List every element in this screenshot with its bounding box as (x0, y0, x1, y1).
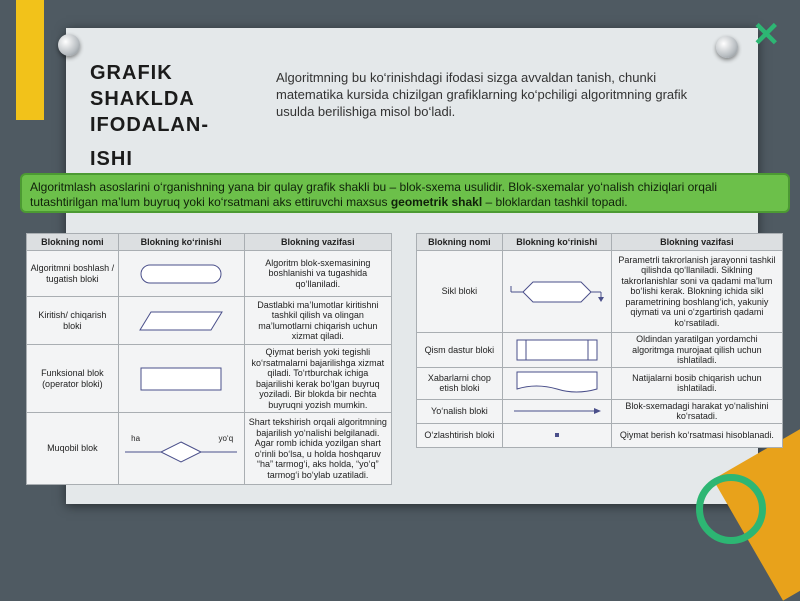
title-line: SHAKLDA (90, 88, 195, 110)
header-purpose: Blokning vazifasi (611, 234, 782, 251)
title-line: ISHI (90, 148, 133, 170)
block-name: Sikl bloki (417, 251, 503, 333)
title-line: IFODALAN- (90, 114, 209, 136)
assignment-dot-shape (502, 423, 611, 447)
header-name: Blokning nomi (27, 234, 119, 251)
block-purpose: Shart tekshirish orqali algoritmning bajarilish yo‘nalishi belgilanadi. Agar romb ichida yozilgan shart o‘rinli bo‘lsa, u holda hoshqaruv “ha” tarmog‘i, aks holda, “yo‘q” tarmog‘i bo‘ylab uzatiladi. (244, 413, 391, 485)
header-name: Blokning nomi (417, 234, 503, 251)
no-label: yo‘q (218, 433, 234, 443)
title-line: GRAFIK (90, 62, 173, 84)
block-name: Qism dastur bloki (417, 333, 503, 368)
parallelogram-shape (118, 297, 244, 345)
definition-banner (20, 173, 790, 213)
yes-label: ha (131, 433, 141, 443)
header-purpose: Blokning vazifasi (244, 234, 391, 251)
block-name: O‘zlashtirish bloki (417, 423, 503, 447)
terminator-shape (118, 251, 244, 297)
subroutine-shape (502, 333, 611, 368)
block-purpose: Parametrli takrorlanish jarayonni tashkil qilishda qo‘llaniladi. Siklning takrorlanishlar soni va qadami ma’lum bo‘lishi kerak. Blokning ichida sikl parametrining boshlang‘ich, yakuniy qiymati va uni o‘zgartirish qadami ko‘rsatiladi. (611, 251, 782, 333)
block-name: Xabarlarni chop etish bloki (417, 367, 503, 399)
blocks-table-left (26, 233, 392, 485)
block-name: Algoritmni boshlash / tugatish bloki (27, 251, 119, 297)
block-name: Kiritish/ chiqarish bloki (27, 297, 119, 345)
blocks-table-right (416, 233, 783, 448)
page-title (90, 60, 209, 172)
close-x-icon: ✕ (752, 16, 781, 54)
block-purpose: Qiymat berish ko‘rsatmasi hisoblanadi. (611, 423, 782, 447)
block-purpose: Oldindan yaratilgan yordamchi algoritmga murojaat qilish uchun ishlatiladi. (611, 333, 782, 368)
header-view: Blokning ko‘rinishi (118, 234, 244, 251)
direction-arrow-shape (502, 399, 611, 423)
loop-hexagon-shape (502, 251, 611, 333)
decision-shape (118, 413, 244, 485)
green-ring-decoration (696, 474, 766, 544)
intro-paragraph: Algoritmning bu ko‘rinishdagi ifodasi sizga avvaldan tanish, chunki matematika kursida chizilgan grafiklarning ko‘pchiligi algoritmning grafik usulda berilishiga misol bo‘ladi. (276, 70, 688, 119)
block-purpose: Blok-sxemadagi harakat yo‘nalishini ko‘rsatadi. (611, 399, 782, 423)
block-purpose: Natijalarni bosib chiqarish uchun ishlatiladi. (611, 367, 782, 399)
rectangle-shape (118, 345, 244, 413)
block-name: Muqobil blok (27, 413, 119, 485)
pin-icon (716, 36, 738, 58)
yellow-strip-decoration (16, 0, 44, 120)
banner-text: Algoritmlash asoslarini o‘rganishning yana bir qulay grafik shakli bu – blok-sxema usulidir. Blok-sxemalar yo‘nalish chiziqlari orqali tutashtirilgan ma’lum buyruq yoki ko‘rsatmani aks ettiruvchi maxsus (30, 180, 717, 209)
block-name: Funksional blok (operator bloki) (27, 345, 119, 413)
header-view: Blokning ko‘rinishi (502, 234, 611, 251)
banner-bold-term: geometrik shakl (390, 195, 483, 209)
block-name: Yo‘nalish bloki (417, 399, 503, 423)
block-purpose: Dastlabki ma’lumotlar kiritishni tashkil qilish va olingan ma’lumotlarni chiqarish uchun xizmat qiladi. (244, 297, 391, 345)
banner-text-end: – bloklardan tashkil topadi. (482, 195, 628, 209)
block-purpose: Qiymat berish yoki tegishli ko‘rsatmalarni bajarilishga xizmat qiladi. To‘rtburchak ichiga bajarilishi kerak bo‘lgan buyruq yoziladi. Bir blokda bir nechta buyruqni yozish mumkin. (244, 345, 391, 413)
document-shape (502, 367, 611, 399)
block-purpose: Algoritm blok-sxemasining boshlanishi va tugashida qo‘llaniladi. (244, 251, 391, 297)
pin-icon (58, 34, 80, 56)
